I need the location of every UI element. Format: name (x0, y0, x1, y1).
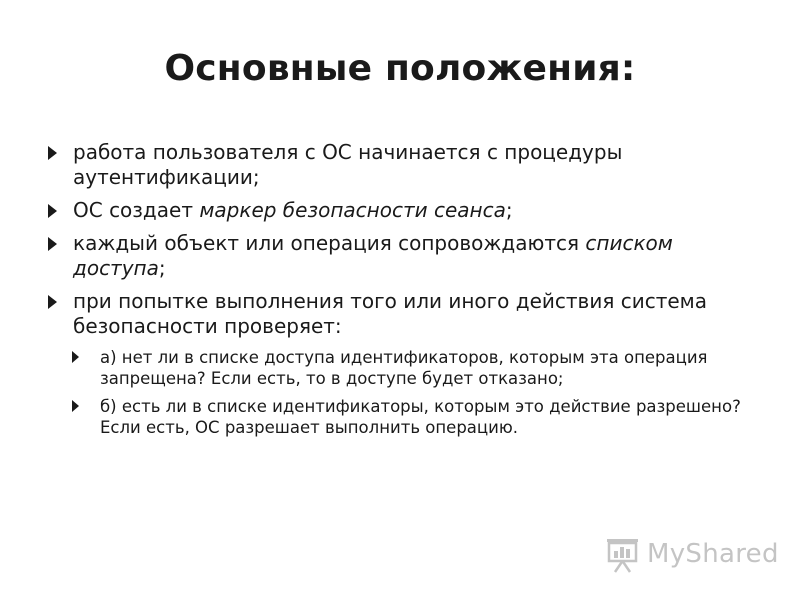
bullet-emphasis: маркер безопасности сеанса (199, 198, 506, 222)
bullet-emphasis: списком доступа (73, 231, 673, 280)
sub-bullet-text: а) нет ли в списке доступа идентификаторов, которым эта операция запрещена? Если есть, то в доступе будет отказано; (100, 348, 708, 388)
watermark-logo (606, 536, 779, 576)
bullet-text: ; (505, 198, 513, 222)
sub-bullet-item (72, 347, 768, 389)
bullet-list (48, 140, 768, 445)
slide-title: Основные положения: (164, 48, 636, 89)
bullet-text: при попытке выполнения того или иного действия система безопасности проверяет: (73, 289, 707, 338)
bullet-text: работа пользователя с ОС начинается с процедуры аутентификации; (73, 140, 623, 189)
bullet-text: ; (158, 256, 166, 280)
watermark-text: MyShared (647, 539, 779, 569)
sub-bullet-item (72, 396, 768, 438)
triangle-bullet-icon (72, 351, 79, 363)
bullet-item (48, 289, 768, 339)
bullet-text: ОС создает (73, 198, 200, 222)
sub-bullet-text: б) есть ли в списке идентификаторы, которым это действие разрешено? Если есть, ОС разрешает выполнить операцию. (100, 397, 741, 437)
bullet-item (48, 140, 768, 190)
bullet-item (48, 231, 768, 281)
bullet-item (48, 198, 768, 223)
triangle-bullet-icon (48, 146, 57, 160)
presentation-board-icon (606, 536, 642, 574)
triangle-bullet-icon (48, 295, 57, 309)
triangle-bullet-icon (48, 237, 57, 251)
bullet-text: каждый объект или операция сопровождаются (73, 231, 586, 255)
triangle-bullet-icon (72, 400, 79, 412)
triangle-bullet-icon (48, 204, 57, 218)
